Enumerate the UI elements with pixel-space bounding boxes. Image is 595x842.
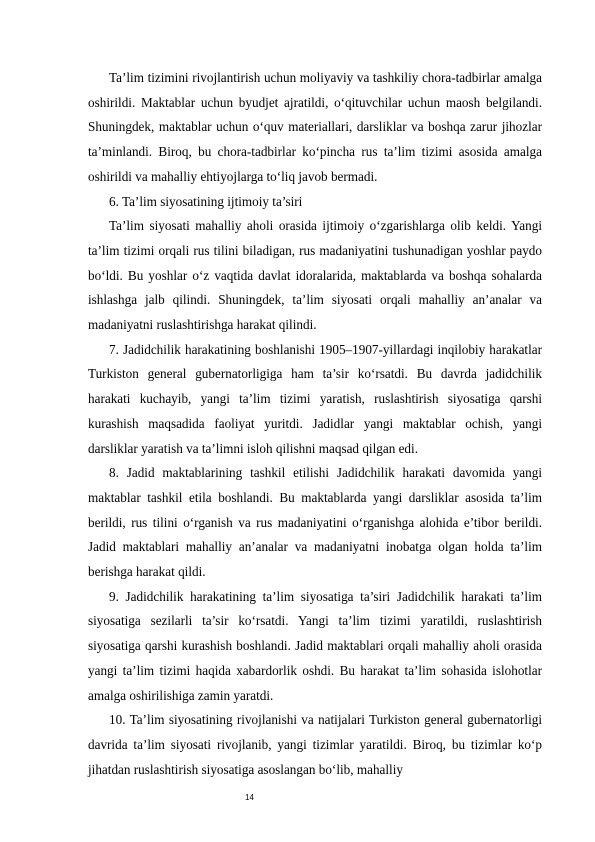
section-heading-6: 6. Ta’lim siyosatining ijtimoiy ta’siri: [109, 193, 303, 209]
page-number: 14: [245, 793, 254, 802]
paragraph-jadidism-beginning: 7. Jadidchilik harakatining boshlanishi 1905–1907-yillardagi inqilobiy harakatlar Turkiston general gubernatorligiga ham ta’sir ko‘rsatdi. Bu davrda jadidchilik harakati kuchayib, yangi ta’lim tizimi yaratish, ruslashtirish siyosatiga qarshi kurashish maqsadida faoliyat yuritdi. Jadidlar yangi maktablar ochish, yangi darsliklar yaratish va ta’limni isloh qilishni maqsad qilgan edi.: [88, 341, 542, 456]
paragraph-social-impact: Ta’lim siyosati mahalliy aholi orasida ijtimoiy o‘zgarishlarga olib keldi. Yangi ta’lim tizimi orqali rus tilini biladigan, rus madaniyatini tushunadigan yoshlar paydo bo‘ldi. Bu yoshlar o‘z vaqtida davlat idoralarida, maktablarda va boshqa sohalarda ishlashga jalb qilindi. Shuningdek, ta’lim siyosati orqali mahalliy an’analar va madaniyatni ruslashtirishga harakat qilindi.: [88, 218, 542, 333]
paragraph-jadidism-influence: 9. Jadidchilik harakatining ta’lim siyosatiga ta’siri Jadidchilik harakati ta’lim siyosatiga sezilarli ta’sir ko‘rsatdi. Yangi ta’lim tizimi yaratildi, ruslashtirish siyosatiga qarshi kurashish boshlandi. Jadid maktablari orqali mahalliy aholi orasida yangi ta’lim tizimi haqida xabardorlik oshdi. Bu harakat ta’lim sohasida islohotlar amalga oshirilishiga zamin yaratdi.: [88, 588, 542, 703]
paragraph-education-measures: Ta’lim tizimini rivojlantirish uchun moliyaviy va tashkiliy chora-tadbirlar amalga oshirildi. Maktablar uchun byudjet ajratildi, o‘qituvchilar uchun maosh belgilandi. Shuningdek, maktablar uchun o‘quv materiallari, darsliklar va boshqa zarur jihozlar ta’minlandi. Biroq, bu chora-tadbirlar ko‘pincha rus ta’lim tizimi asosida amalga oshirildi va mahalliy ehtiyojlarga to‘liq javob bermadi.: [88, 70, 542, 184]
paragraph-jadid-schools: 8. Jadid maktablarining tashkil etilishi Jadidchilik harakati davomida yangi maktablar tashkil etila boshlandi. Bu maktablarda yangi darsliklar asosida ta’lim berildi, rus tilini o‘rganish va rus madaniyatini o‘rganishga alohida e’tibor berildi. Jadid maktablari mahalliy an’analar va madaniyatni inobatga olgan holda ta’lim berishga harakat qildi.: [88, 465, 542, 580]
document-page: [88, 66, 542, 782]
paragraph-policy-development: 10. Ta’lim siyosatining rivojlanishi va natijalari Turkiston general gubernatorligi davrida ta’lim siyosati rivojlanib, yangi tizimlar yaratildi. Biroq, bu tizimlar ko‘p jihatdan ruslashtirish siyosatiga asoslangan bo‘lib, mahalliy: [88, 712, 542, 777]
